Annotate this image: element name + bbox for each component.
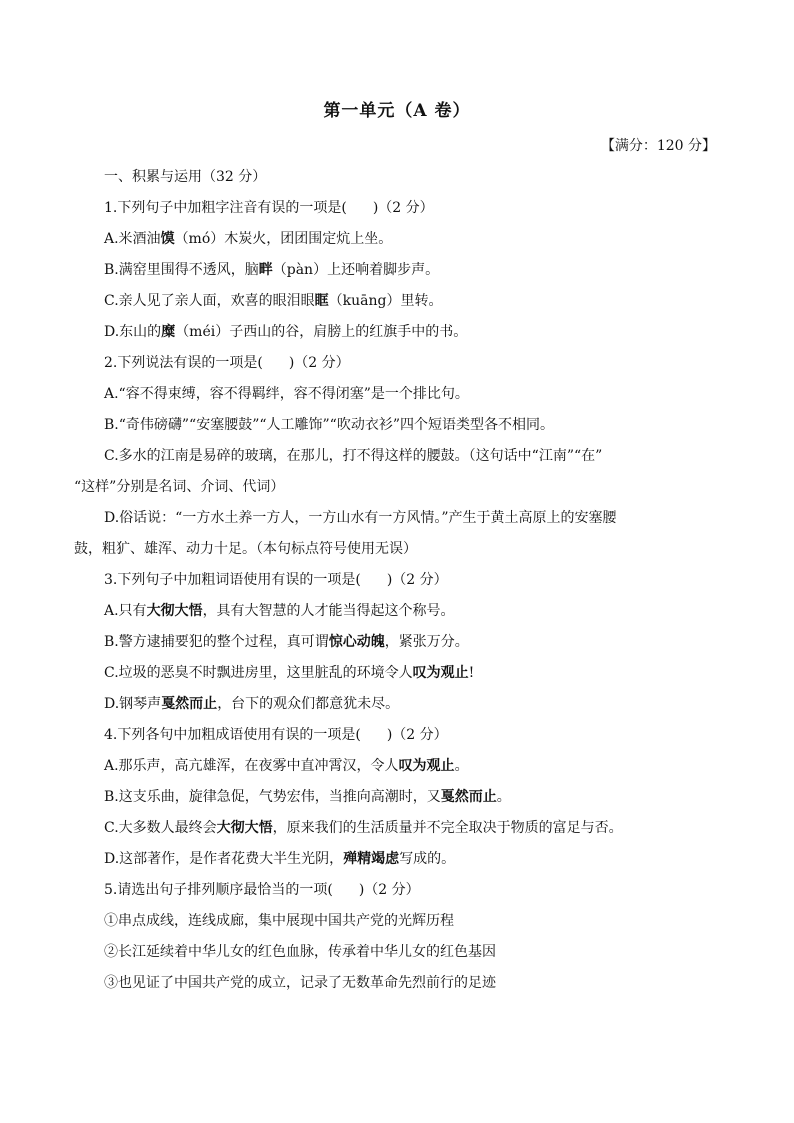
option-text: 。 — [496, 789, 511, 805]
question-1-option-a — [104, 224, 726, 255]
question-5-sentence-1: ①串点成线，连线成廊，集中展现中国共产党的光辉历程 — [104, 913, 454, 929]
bold-word: 叹为观止 — [398, 758, 455, 774]
bold-word: 惊心动魄 — [328, 634, 385, 650]
bold-word: 大彻大悟 — [216, 820, 273, 836]
option-text: 写成的。 — [399, 851, 456, 867]
question-4-stem-text: 4.下列各句中加粗成语使用有误的一项是( — [104, 727, 361, 743]
option-text: B.这支乐曲，旋律急促，气势宏伟，当推向高潮时，又 — [104, 789, 441, 805]
question-1-option-d — [104, 317, 726, 348]
question-1-option-b — [104, 255, 726, 286]
bold-word: 叹为观止 — [412, 665, 469, 681]
question-3-points: )（2 分） — [386, 572, 448, 588]
option-text: （méi）子西山的谷，肩膀上的红旗手中的书。 — [175, 324, 468, 340]
question-5-sentence-3: ③也见证了中国共产党的成立，记录了无数革命先烈前行的足迹 — [104, 975, 496, 991]
question-1-stem — [104, 193, 726, 224]
bold-word: 眶 — [314, 293, 329, 309]
question-2-points: )（2 分） — [288, 355, 350, 371]
question-4-points: )（2 分） — [386, 727, 448, 743]
option-text: A.米酒油 — [104, 231, 161, 247]
page-title: 第一单元（A 卷） — [323, 101, 471, 121]
option-text: ，具有大智慧的人才能当得起这个称号。 — [202, 603, 455, 619]
question-2-option-a: A.“容不得束缚，容不得羁绊，容不得闭塞”是一个排比句。 — [104, 386, 469, 402]
question-1-points: )（2 分） — [372, 200, 434, 216]
question-5-sentence-2: ②长江延续着中华儿女的红色血脉，传承着中华儿女的红色基因 — [104, 944, 496, 960]
option-text: C.垃圾的恶臭不时飘进房里，这里脏乱的环境令人 — [104, 665, 413, 681]
bold-word: 畔 — [258, 262, 273, 278]
option-text: ，原来我们的生活质量并不完全取决于物质的富足与否。 — [272, 820, 623, 836]
question-4-option-c — [104, 813, 726, 844]
option-text: ! — [468, 665, 475, 681]
full-score-label: 【满分：120 分】 — [600, 138, 716, 154]
question-4-option-d — [104, 844, 726, 875]
bold-word: 戛然而止 — [440, 789, 497, 805]
option-text: （mó）木炭火，团团围定炕上坐。 — [174, 231, 393, 247]
question-2-option-b: B.“奇伟磅礴”“安塞腰鼓”“人工雕饰”“吹动衣衫”四个短语类型各不相同。 — [104, 417, 554, 433]
question-2-option-d-continued: 鼓，粗犷、雄浑、动力十足。（本句标点符号使用无误） — [74, 541, 417, 557]
bold-word: 馍 — [160, 231, 175, 247]
question-4-option-b — [104, 782, 726, 813]
question-3-option-a — [104, 596, 726, 627]
question-3-option-c — [104, 658, 726, 689]
question-3-option-b — [104, 627, 726, 658]
option-text: D.钢琴声 — [104, 696, 162, 712]
option-text: ，台下的观众们都意犹未尽。 — [217, 696, 400, 712]
option-text: A.只有 — [104, 603, 147, 619]
question-2-option-c: C.多水的江南是易碎的玻璃，在那儿，打不得这样的腰鼓。（这句话中“江南”“在” — [104, 448, 603, 464]
bold-word: 糜 — [161, 324, 176, 340]
option-text: D.东山的 — [104, 324, 162, 340]
question-3-stem-text: 3.下列句子中加粗词语使用有误的一项是( — [104, 572, 361, 588]
option-text: C.大多数人最终会 — [104, 820, 217, 836]
question-2-option-c-continued: “这样”分别是名词、介词、代词） — [74, 479, 285, 495]
bold-word: 大彻大悟 — [146, 603, 203, 619]
question-2-option-d: D.俗话说：“一方水土养一方人，一方山水有一方风情。”产生于黄土高原上的安塞腰 — [104, 510, 617, 526]
question-2-stem-text: 2.下列说法有误的一项是( — [104, 355, 263, 371]
question-1-option-c — [104, 286, 726, 317]
question-4-stem — [104, 720, 726, 751]
option-text: 。 — [454, 758, 469, 774]
option-text: （kuāng）里转。 — [328, 293, 443, 309]
option-text: D.这部著作，是作者花费大半生光阴， — [104, 851, 344, 867]
question-content — [74, 162, 726, 999]
option-text: B.满窑里围得不透风，脑 — [104, 262, 259, 278]
bold-word: 戛然而止 — [161, 696, 218, 712]
option-text: ，紧张万分。 — [384, 634, 469, 650]
question-5-stem — [104, 875, 726, 906]
question-5-points: )（2 分） — [358, 882, 420, 898]
option-text: （pàn）上还响着脚步声。 — [272, 262, 440, 278]
section-heading: 一、积累与运用（32 分） — [104, 169, 267, 185]
question-1-stem-text: 1.下列句子中加粗字注音有误的一项是( — [104, 200, 347, 216]
option-text: B.警方逮捕要犯的整个过程，真可谓 — [104, 634, 329, 650]
question-5-stem-text: 5.请选出句子排列顺序最恰当的一项( — [104, 882, 333, 898]
question-2-stem — [104, 348, 726, 379]
bold-word: 殚精竭虑 — [343, 851, 400, 867]
question-3-stem — [104, 565, 726, 596]
option-text: C.亲人见了亲人面，欢喜的眼泪眼 — [104, 293, 315, 309]
option-text: A.那乐声，高亢雄浑，在夜雾中直冲霄汉，令人 — [104, 758, 399, 774]
question-4-option-a — [104, 751, 726, 782]
question-3-option-d — [104, 689, 726, 720]
